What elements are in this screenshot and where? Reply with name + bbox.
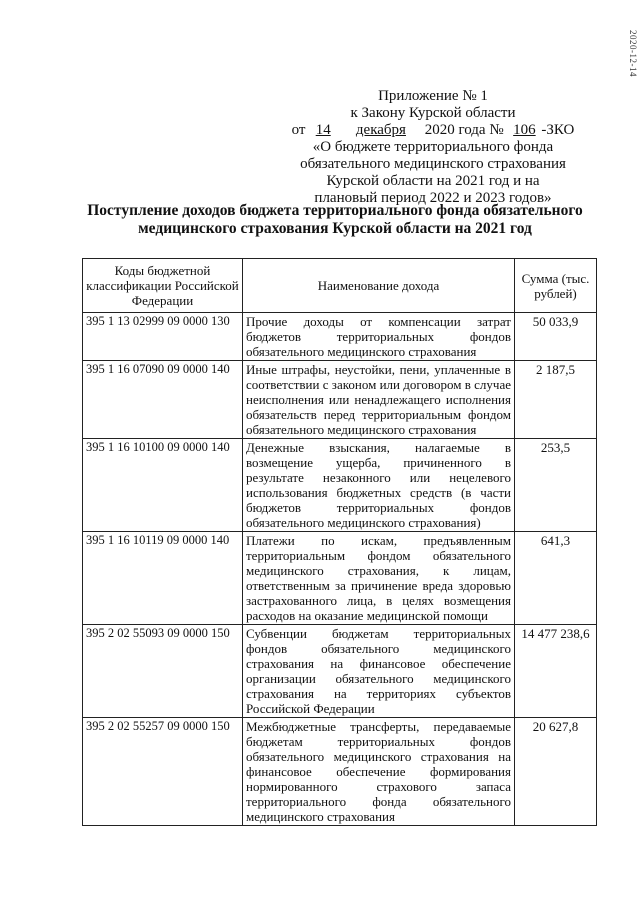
row-code: 395 1 16 07090 09 0000 140	[83, 361, 243, 439]
date-prefix: от	[291, 122, 306, 138]
page-marker: 2020-12-14	[628, 30, 638, 77]
row-code: 395 1 16 10100 09 0000 140	[83, 439, 243, 532]
row-code: 395 1 13 02999 09 0000 130	[83, 313, 243, 361]
header-sum: Сумма (тыс. рублей)	[515, 259, 597, 313]
table-row	[83, 439, 597, 532]
row-sum: 253,5	[515, 439, 597, 532]
row-sum: 20 627,8	[515, 718, 597, 826]
row-name: Денежные взыскания, налагаемые в возмещение ущерба, причиненного в результате незаконного или нецелевого использования бюджетных средств (в части бюджетов территориальных фондов обязательного медицинского страхования)	[243, 439, 515, 532]
date-month: декабря	[355, 122, 406, 138]
appendix-number: Приложение № 1	[378, 88, 488, 104]
title-line-1: Поступление доходов бюджета территориального фонда обязательного	[87, 202, 583, 219]
law-title-line-2: обязательного медицинского страхования	[300, 156, 566, 172]
date-day: 14	[315, 122, 331, 138]
title-line-2: медицинского страхования Курской области на 2021 год	[138, 220, 532, 237]
income-table	[82, 258, 597, 826]
appendix-date-line	[268, 122, 598, 139]
law-title-line-3: Курской области на 2021 год и на	[326, 173, 540, 189]
row-name: Прочие доходы от компенсации затрат бюджетов территориальных фондов обязательного медицинского страхования	[243, 313, 515, 361]
header-name: Наименование дохода	[243, 259, 515, 313]
row-code: 395 2 02 55093 09 0000 150	[83, 625, 243, 718]
law-number: 106	[513, 122, 536, 138]
row-name: Субвенции бюджетам территориальных фондов обязательного медицинского страхования на финансовое обеспечение организации обязательного медицинского страхования на территориях субъектов Российской Федерации	[243, 625, 515, 718]
row-name: Платежи по искам, предъявленным территориальным фондом обязательного медицинского страхования, к лицам, ответственным за причинение вреда здоровью застрахованного лица, в целях возмещения расходов на оказание медицинской помощи	[243, 532, 515, 625]
row-sum: 50 033,9	[515, 313, 597, 361]
table-row	[83, 361, 597, 439]
row-sum: 14 477 238,6	[515, 625, 597, 718]
appendix-law-ref: к Закону Курской области	[350, 105, 516, 121]
law-title-line-1: «О бюджете территориального фонда	[312, 139, 554, 155]
date-year: 2020 года №	[424, 122, 504, 138]
row-sum: 2 187,5	[515, 361, 597, 439]
document-title	[70, 202, 600, 238]
table-row	[83, 625, 597, 718]
law-suffix: -ЗКО	[541, 122, 575, 138]
row-name: Межбюджетные трансферты, передаваемые бюджетам территориальных фондов обязательного медицинского страхования на финансовое обеспечение формирования нормированного страхового запаса территориального фонда обязательного медицинского страхования	[243, 718, 515, 826]
law-title-line-4: плановый период 2022 и 2023 годов»	[314, 190, 552, 206]
row-name: Иные штрафы, неустойки, пени, уплаченные в соответствии с законом или договором в случае неисполнения или ненадлежащего исполнения обязательств перед территориальным фондом обязательного медицинского страхования	[243, 361, 515, 439]
table-header-row	[83, 259, 597, 313]
row-code: 395 1 16 10119 09 0000 140	[83, 532, 243, 625]
table-row	[83, 532, 597, 625]
row-sum: 641,3	[515, 532, 597, 625]
table-row	[83, 718, 597, 826]
table-row	[83, 313, 597, 361]
appendix-header	[268, 88, 598, 207]
header-code: Коды бюджетной классификации Российской Федерации	[83, 259, 243, 313]
row-code: 395 2 02 55257 09 0000 150	[83, 718, 243, 826]
